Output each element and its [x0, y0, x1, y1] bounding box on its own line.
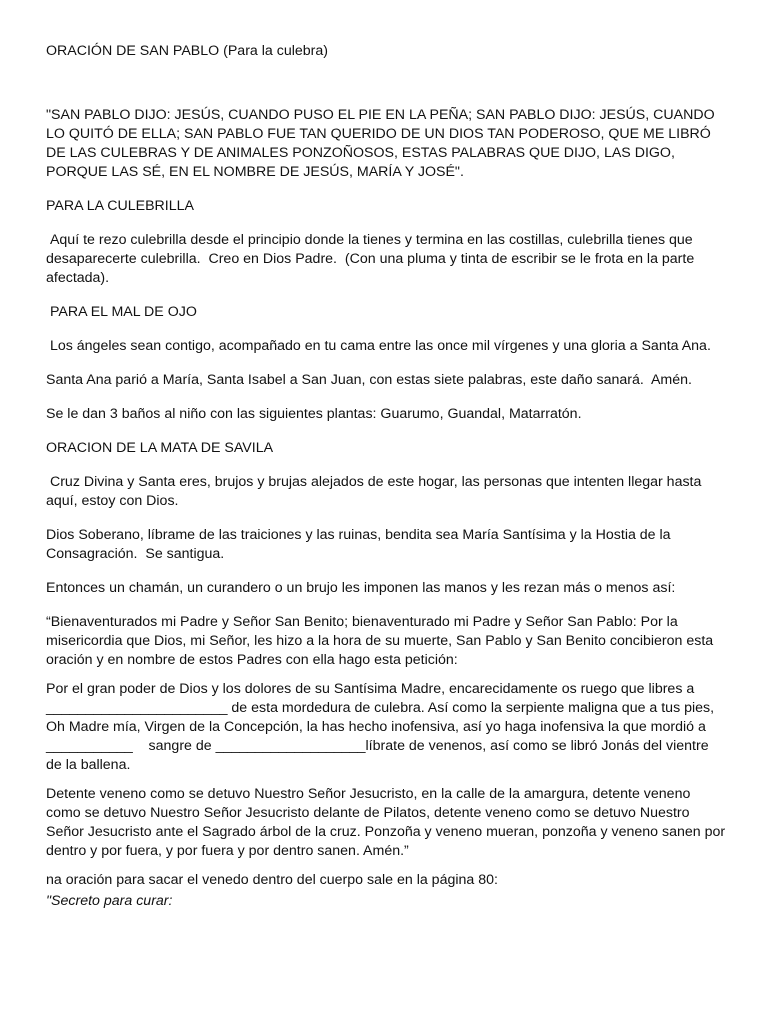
prayer-san-pablo: "SAN PABLO DIJO: JESÚS, CUANDO PUSO EL PIE EN LA PEÑA; SAN PABLO DIJO: JESÚS, CUANDO LO QUITÓ DE ELLA; SAN PABLO FUE TAN QUERIDO DE UN DIOS TAN PODEROSO, QUE ME LIBRÓ DE LAS CULEBRAS Y DE ANIMALES PONZOÑOSOS, ESTAS PALABRAS QUE DIJO, LAS DIGO, PORQUE LAS SÉ, EN EL NOMBRE DE JESÚS, MARÍA Y JOSÉ". — [46, 107, 719, 180]
heading-savila: ORACION DE LA MATA DE SAVILA — [46, 440, 274, 456]
paragraph-mal-de-ojo-1: Los ángeles sean contigo, acompañado en tu cama entre las once mil vírgenes y una gloria a Santa Ana. — [46, 338, 711, 354]
paragraph-savila-2: Dios Soberano, líbrame de las traiciones y las ruinas, bendita sea María Santísima y la Hostia de la Consagración. Se santigua. — [46, 527, 675, 562]
paragraph-chaman: Entonces un chamán, un curandero o un brujo les imponen las manos y les rezan más o menos así: — [46, 580, 676, 596]
paragraph-detente-veneno: Detente veneno como se detuvo Nuestro Señor Jesucristo, en la calle de la amargura, detente veneno como se detuvo Nuestro Señor Jesucristo delante de Pilatos, detente veneno como se detuvo Nuestro Señor Jesucristo ante el Sagrado árbol de la cruz. Ponzoña y veneno mueran, ponzoña y veneno sanen por dentro y por fuera, y por fuera y por dentro sanen. Amén.” — [46, 786, 730, 859]
paragraph-mal-de-ojo-3: Se le dan 3 baños al niño con las siguientes plantas: Guarumo, Guandal, Matarratón. — [46, 406, 582, 422]
paragraph-final: na oración para sacar el venedo dentro del cuerpo sale en la página 80: — [46, 872, 498, 888]
paragraph-culebrilla: Aquí te rezo culebrilla desde el principio donde la tienes y termina en las costillas, culebrilla tienes que desaparecerte culebrilla. Creo en Dios Padre. (Con una pluma y tinta de escribir se le frota en la parte afectada). — [46, 232, 699, 286]
document-title: ORACIÓN DE SAN PABLO (Para la culebra) — [46, 43, 328, 59]
paragraph-san-benito: “Bienaventurados mi Padre y Señor San Benito; bienaventurado mi Padre y Señor San Pablo: Por la misericordia que Dios, mi Señor, les hizo a la hora de su muerte, San Pablo y San Benito concibieron esta oración y en nombre de estos Padres con ella hago esta petición: — [46, 614, 718, 668]
heading-mal-de-ojo: PARA EL MAL DE OJO — [46, 304, 197, 320]
paragraph-secreto: "Secreto para curar: — [46, 893, 173, 909]
paragraph-savila-1: Cruz Divina y Santa eres, brujos y brujas alejados de este hogar, las personas que intenten llegar hasta aquí, estoy con Dios. — [46, 474, 706, 509]
paragraph-mal-de-ojo-2: Santa Ana parió a María, Santa Isabel a San Juan, con estas siete palabras, este daño sanará. Amén. — [46, 372, 692, 388]
paragraph-gran-poder: Por el gran poder de Dios y los dolores de su Santísima Madre, encarecidamente os ruego que libres a _______________________ de esta mordedura de culebra. Así como la serpiente maligna que a tus pies, Oh Madre mía, Virgen de la Concepción, la has hecho inofensiva, así yo haga inofensiva la que mordió a ___________ sangre de ___________________líbrate de venenos, así como se libró Jonás del vientre de la ballena. — [46, 681, 719, 773]
heading-culebrilla: PARA LA CULEBRILLA — [46, 198, 194, 214]
